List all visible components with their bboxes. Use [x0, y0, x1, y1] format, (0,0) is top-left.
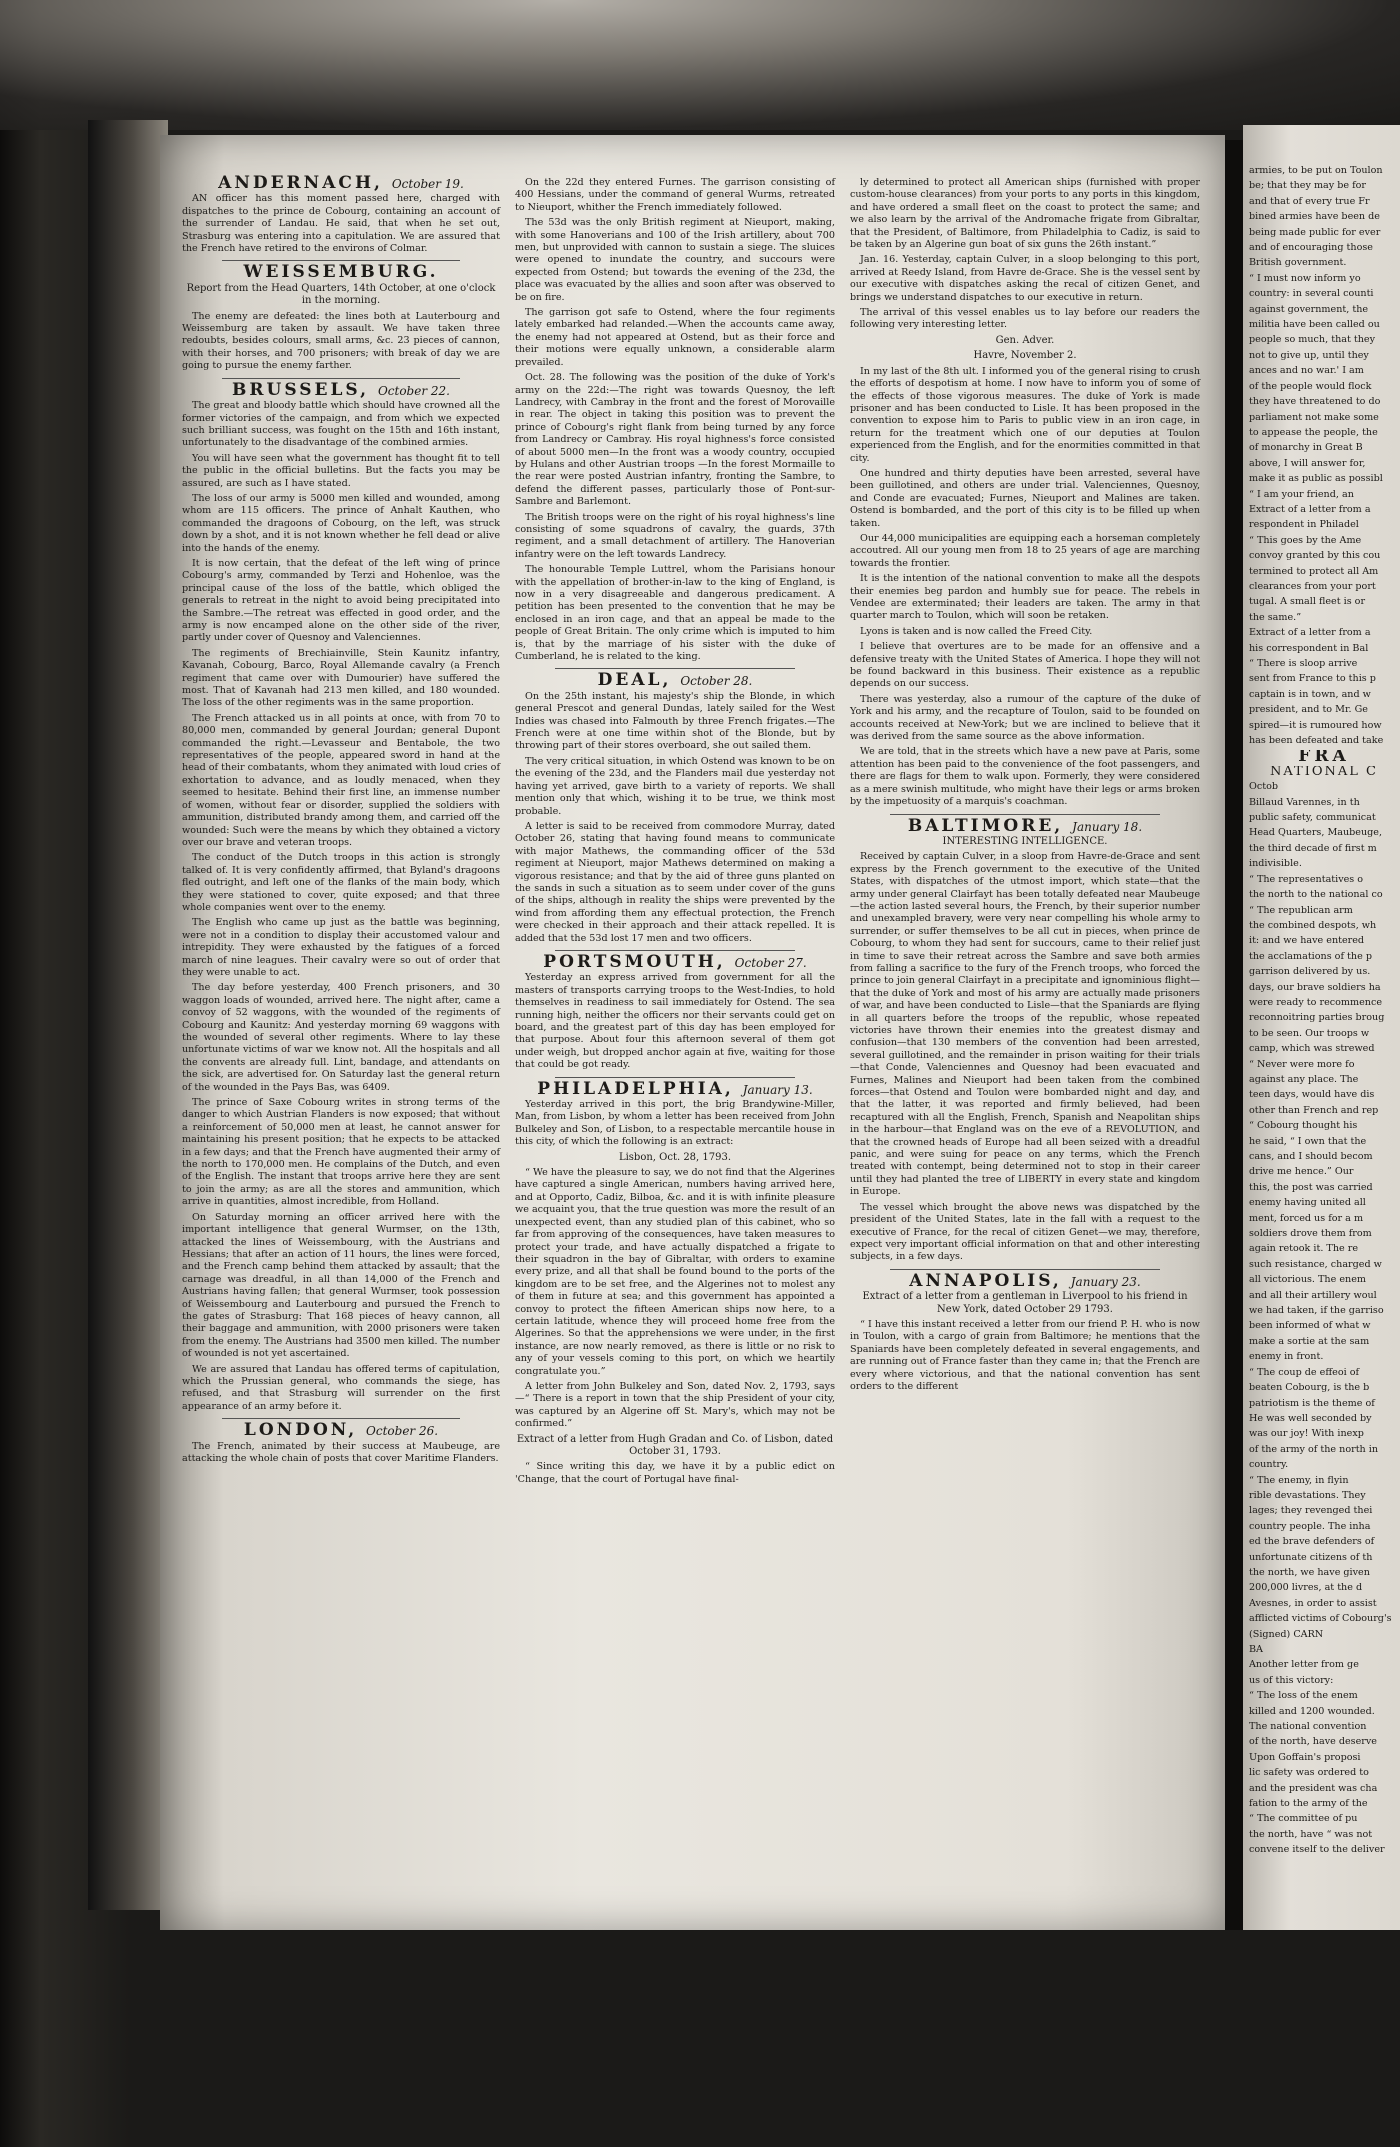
article-paragraph: The English who came up just as the battle was beginning, were not in a condition to display their accustomed valour and intrepidity. They were exhausted by the fatigues of a forced march of nine leagues. Their cavalry were so out of order that they were unable to act. — [182, 917, 500, 978]
text-line: all victorious. The enem — [1249, 1274, 1366, 1286]
text-line: indivisible. — [1249, 858, 1302, 870]
article-paragraph: On the 25th instant, his majesty's ship the Blonde, in which general Prescot and general Dundas, lately sailed for the West Indies was chased into Falmouth by three French frigates.—The French were at one time within shot of the Blonde, but by throwing part of their stores overboard, she out sailed them. — [515, 690, 835, 752]
text-line: other than French and rep — [1249, 1104, 1379, 1116]
text-line: “ Never were more fo — [1249, 1058, 1355, 1070]
subheading: Extract of a letter from Hugh Gradan and Co. of Lisbon, dated October 31, 1793. — [516, 1433, 834, 1457]
dateline-place: ANDERNACH, — [218, 173, 392, 193]
article-paragraph: “ I have this instant received a letter from our friend P. H. who is now in Toulon, with a cargo of grain from Baltimore; he mentions that the Spaniards have been completely defeated in several engagements, and are running out of France faster than they came in; that the French are every where victorious, and that the national convention has sent orders to the different — [850, 1318, 1200, 1392]
text-line: enemy having united all — [1249, 1197, 1366, 1209]
text-line: the north, have “ was not — [1249, 1828, 1373, 1840]
text-line: of monarchy in Great B — [1249, 442, 1363, 454]
dateline-date: January 18. — [1072, 819, 1143, 834]
article-paragraph: On the 22d they entered Furnes. The garrison consisting of 400 Hessians, under the command of general Wurms, retreated to Nieuport, whither the French immediately followed. — [515, 177, 835, 213]
text-line: “ The representatives o — [1249, 873, 1364, 885]
text-line: make it as public as possibl — [1249, 473, 1383, 485]
article-paragraph: It is the intention of the national convention to make all the despots their enemies beg pardon and humbly sue for peace. The rebels in Vendee are exterminated; their leaders are taken. The army in that quarter march to Toulon, which will soon be retaken. — [850, 573, 1200, 622]
article-paragraph: The loss of our army is 5000 men killed and wounded, among whom are 115 officers. The prince of Anhalt Kauthen, who commanded the dragoons of Cobourg, on the left, was struck down by a shot, and it is not known whether he fell dead or alive into the hands of the enemy. — [182, 492, 500, 554]
article-paragraph: A letter is said to be received from commodore Murray, dated October 26, stating that having found means to communicate with major Mathews, the commanding officer of the 53d regiment at Nieuport, major Mathews determined on making a vigorous resistance; and that by the aid of three guns planted on the sands in such a situation as to seem under cover of the guns of the ships, although in reality the ships were prevented by the wind from affording them any effectual protection, the French were checked in their approach and their attack repelled. It is added that the 53d lost 17 men and two officers. — [515, 820, 835, 944]
dateline-date: January 23. — [1070, 1274, 1141, 1289]
text-line: camp, which was strewed — [1249, 1043, 1375, 1055]
facing-page-column — [1249, 165, 1399, 1860]
text-line: 200,000 livres, at the d — [1249, 1582, 1363, 1594]
dateline-heading — [182, 262, 500, 283]
text-line: “ The loss of the enem — [1249, 1690, 1358, 1702]
dateline-date: October 28. — [680, 674, 753, 689]
dateline-place: DEAL, — [597, 670, 681, 691]
text-line: lages; they revenged thei — [1249, 1505, 1373, 1517]
text-line: the third decade of first m — [1249, 842, 1377, 854]
article-paragraph: The enemy are defeated: the lines both at Lauterbourg and Weissemburg are taken by assault. We have taken three redoubts, besides colours, small arms, &c. 23 pieces of cannon, with their horses, and 700 prisoners; with break of day we are going to pursue the enemy farther. — [182, 310, 500, 372]
heading-rule — [222, 260, 460, 261]
dateline-place: BALTIMORE, — [907, 815, 1073, 836]
text-line: the combined despots, wh — [1249, 919, 1377, 931]
text-line: afflicted victims of Cobourg's — [1249, 1613, 1392, 1625]
dateline-date: October 26. — [366, 1424, 439, 1439]
text-line: being made public for ever — [1249, 226, 1381, 238]
text-line: clearances from your port — [1249, 580, 1376, 592]
text-line: country. — [1249, 1459, 1289, 1471]
article-paragraph: The prince of Saxe Cobourg writes in strong terms of the danger to which Austrian Flanders is now exposed; that without a reinforcement of 50,000 men at least, he cannot answer for maintaining his present position; that he expects to be attacked in a few days; and that the French have augmented their army of the north to 170,000 men. He complains of the Dutch, and even of the English. The instant that troops arrive here they are sent to join the army; as are all the stores and ammunition, which arrive in quantities, almost incredible, from Holland. — [182, 1097, 500, 1208]
text-line: tugal. A small fleet is or — [1249, 596, 1366, 608]
text-line: were ready to recommence — [1249, 996, 1382, 1008]
article-paragraph: The regiments of Brechiainville, Stein Kaunitz infantry, Kavanah, Cobourg, Barco, Royal Allemande cavalry (a French regiment that came over with Dumourier) have suffered the most. That of Kavanah had 213 men killed, and 180 wounded. The loss of the other regiments was in the same proportion. — [182, 647, 500, 709]
text-line: country: in several counti — [1249, 288, 1374, 300]
text-line: Upon Goffain's proposi — [1249, 1751, 1361, 1763]
text-line: has been defeated and take — [1249, 735, 1384, 747]
article-paragraph: The garrison got safe to Ostend, where the four regiments lately embarked had relanded.—When the accounts came away, the enemy had not appeared at Ostend, but as their force and their motions were equally unknown, a considerable alarm prevailed. — [515, 307, 835, 368]
text-line: killed and 1200 wounded. — [1249, 1705, 1375, 1717]
column-3 — [850, 177, 1200, 1396]
text-line: “ Cobourg thought his — [1249, 1120, 1358, 1132]
article-paragraph: The arrival of this vessel enables us to lay before our readers the following very interesting letter. — [850, 307, 1200, 331]
dateline-heading — [515, 670, 835, 691]
text-line: respondent in Philadel — [1249, 519, 1359, 531]
article-paragraph: “ We have the pleasure to say, we do not find that the Algerines have captured a single American, numbers having arrived here, and at Opporto, Cadiz, Bilboa, &c. and it is with infinite pleasure we acquaint you, that the true question was more the result of an unexpected event, than any studied plan of this cabinet, who so far from approving of the consequences, have taken measures to protect your trade, and have actually dispatched a frigate to their squadron in the bay of Gibraltar, with orders to examine every prize, and all that shall be found bound to the ports of the kingdom are to be set free, and the Algerines not to molest any of them in future at sea; and this government has appointed a convoy to protect the fifteen American ships now here, to a certain latitude, whence they will proceed home free from the Algerines. So that the apprehensions we were under, in the first instance, are now nearly removed, as there is little or no risk to any of your vessels coming to this port, on which we heartily congratulate you.” — [515, 1167, 835, 1377]
text-line: above, I will answer for, — [1249, 457, 1366, 469]
heading-rule — [890, 1269, 1160, 1270]
text-line: ment, forced us for a m — [1249, 1212, 1364, 1224]
text-line: cans, and I should becom — [1249, 1151, 1373, 1162]
text-line: and of encouraging those — [1249, 242, 1373, 254]
text-line: again retook it. The re — [1249, 1243, 1359, 1255]
heading-rule — [555, 668, 795, 669]
text-line: convene itself to the deliver — [1249, 1844, 1385, 1856]
text-line: fation to the army of the — [1249, 1798, 1368, 1810]
text-line: Extract of a letter from a — [1249, 503, 1371, 515]
article-paragraph: The French attacked us in all points at once, with from 70 to 80,000 men, commanded by general Jourdan; general Dupont commanded the right.—Levasseur and Bentabole, the two representatives of the people, appeared sword in hand at the head of their combatants, whom they animated with loud cries of exhortation to advance, and as loudly menaced, when they seemed to hesitate. Behind their first line, an immense number of women, without fear or disorder, supplied the soldiers with ammunition, distributed brandy among them, and carried off the wounded: Such were the means by which they obtained a victory over our brave and veteran troops. — [182, 712, 500, 848]
article-paragraph: Jan. 16. Yesterday, captain Culver, in a sloop belonging to this port, arrived at Reedy Island, from Havre de-Grace. She is the vessel sent by our executive with dispatches asking the recal of citizen Genet, and brings we understand dispatches to our executive in return. — [850, 254, 1200, 303]
text-line: unfortunate citizens of th — [1249, 1551, 1373, 1563]
subheading: Extract of a letter from a gentleman in Liverpool to his friend in New York, dated October 29 1793. — [862, 1291, 1188, 1315]
dateline-heading — [515, 1078, 835, 1099]
text-line: BA — [1249, 1644, 1263, 1655]
text-line: of the north, have deserve — [1249, 1736, 1377, 1748]
text-line: sent from France to this p — [1249, 673, 1376, 685]
text-line: not to give up, until they — [1249, 349, 1369, 361]
text-line: and that of every true Fr — [1249, 195, 1370, 207]
article-paragraph: It is now certain, that the defeat of the left wing of prince Cobourg's army, commanded by Terzi and Hohenloe, was the principal cause of the loss of the battle, which obliged the generals to retreat in the night to avoid being precipitated into the Sambre.—The retreat was effected in good order, and the army is now encamped alone on the other side of the river, partly under cover of Quesnoy and Valenciennes. — [182, 557, 500, 644]
text-line: convoy granted by this cou — [1249, 550, 1381, 562]
column-1 — [182, 173, 500, 1468]
book-binding — [88, 120, 168, 1910]
article-paragraph: The day before yesterday, 400 French prisoners, and 30 waggon loads of wounded, arrived here. The night after, came a convoy of 52 waggons, with the wounded of the regiments of Cobourg and Kaunitz: And yesterday morning 69 waggons with the wounded of several other regiments. Where to lay these unfortunate victims of war we know not. All the hospitals and all the convents are already full. Lint, bandage, and attendants on the sick, are advertised for. On Saturday last the general return of the wounded in the Pays Bas, was 6409. — [182, 982, 500, 1093]
text-line: (Signed) CARN — [1249, 1628, 1324, 1640]
text-line: Avesnes, in order to assist — [1249, 1597, 1377, 1609]
subheading: Havre, November 2. — [973, 350, 1077, 362]
article-paragraph: The very critical situation, in which Ostend was known to be on the evening of the 23d, and the Flanders mail due yesterday not having yet arrived, gave birth to a variety of reports. We shall mention only that which, wishing it to be true, we think most probable. — [515, 755, 836, 817]
article-paragraph: The great and bloody battle which should have crowned all the former victories of the campaign, and from which we expected such brilliant success, was fought on the 15th and 16th instant, unfortunately to the disadvantage of the combined armies. — [182, 400, 500, 449]
text-line: termined to protect all Am — [1249, 565, 1379, 577]
text-line: militia have been called ou — [1249, 319, 1380, 331]
page-gutter — [1225, 140, 1243, 1930]
dateline-place: BRUSSELS, — [232, 379, 378, 400]
text-line: “ This goes by the Ame — [1249, 534, 1362, 546]
text-line: and the president was cha — [1249, 1782, 1378, 1794]
article-paragraph: “ Since writing this day, we have it by a public edict on 'Change, that the court of Portugal have final- — [515, 1461, 835, 1485]
dateline-place: WEISSEMBURG. — [243, 262, 439, 283]
text-line: reconnoitring parties broug — [1249, 1012, 1385, 1024]
dateline-date: October 27. — [734, 955, 807, 970]
article-paragraph: We are told, that in the streets which have a new pave at Paris, some attention has been paid to the convenience of the foot passengers, and there are flags for them to walk upon. Formerly, they were considered as a mere swinish multitude, who might have their legs or arms broken by the impetuosity of a marquis's coachman. — [850, 746, 1200, 808]
text-line: against government, the — [1249, 303, 1369, 315]
text-line: Octob — [1249, 781, 1279, 793]
text-line: such resistance, charged w — [1249, 1258, 1382, 1270]
dateline-place: PHILADELPHIA, — [537, 1078, 743, 1099]
section-heading: FRA — [1298, 750, 1350, 763]
article-paragraph: We are assured that Landau has offered terms of capitulation, which the Prussian general, who commands the siege, has refused, and that Strasburg will surrender on the first appearance of an army before it. — [182, 1363, 500, 1412]
text-line: rible devastations. They — [1249, 1489, 1366, 1501]
dateline-date: January 13. — [742, 1082, 813, 1097]
text-line: “ The committee of pu — [1249, 1813, 1358, 1825]
text-line: against any place. The — [1249, 1073, 1359, 1085]
subheading: INTERESTING INTELLIGENCE. — [942, 835, 1108, 847]
text-line: garrison delivered by us. — [1249, 966, 1371, 978]
dateline-place: LONDON, — [243, 1420, 367, 1441]
dateline-heading — [182, 379, 500, 400]
article-paragraph: You will have seen what the government has thought fit to tell the public in the official bulletins. But the facts you may be assured, are such as I have stated. — [182, 452, 500, 489]
subheading: Gen. Adver. — [995, 334, 1055, 346]
article-paragraph: Yesterday arrived in this port, the brig Brandywine-Miller, Man, from Lisbon, by whom a letter has been received from John Bulkeley and Son, of Lisbon, to a respectable mercantile house in this city, of which the following is an extract: — [515, 1099, 835, 1148]
text-line: it: and we have entered — [1249, 935, 1365, 947]
heading-rule — [222, 1418, 460, 1419]
newspaper-page — [160, 135, 1225, 1930]
text-line: soldiers drove them from — [1249, 1228, 1372, 1240]
text-line: beaten Cobourg, is the b — [1249, 1382, 1370, 1394]
text-line: people so much, that they — [1249, 334, 1375, 346]
dateline-place: ANNAPOLIS, — [909, 1270, 1071, 1291]
article-paragraph: In my last of the 8th ult. I informed you of the general rising to crush the efforts of despotism at home. I now have to inform you of some of the effects of those vigorous measures. The duke of York is made prisoner and has been conducted to Lisle. It has been proposed in the convention to expose him to Paris to public view in an iron cage, in return for the treatment which one of our deputies at Toulon experienced from the English, and for the enormities committed in that city. — [850, 365, 1200, 464]
text-line: we had taken, if the garriso — [1249, 1305, 1384, 1317]
text-line: captain is in town, and w — [1249, 688, 1371, 700]
text-line: us of this victory: — [1249, 1674, 1334, 1686]
text-line: of the people would flock — [1249, 380, 1372, 392]
text-line: make a sortie at the sam — [1249, 1335, 1370, 1347]
text-line: be; that they may be for — [1249, 180, 1367, 192]
facing-page — [1243, 125, 1400, 1930]
text-line: and all their artillery woul — [1249, 1289, 1377, 1301]
text-line: his correspondent in Bal — [1249, 642, 1369, 654]
article-paragraph: There was yesterday, also a rumour of the capture of the duke of York and his army, and the recapture of Toulon, said to be founded on accounts received at New-York; but we are inclined to believe that it was derived from the same source as the above information. — [850, 693, 1200, 743]
heading-rule — [222, 378, 460, 379]
text-line: Head Quarters, Maubeuge, — [1249, 827, 1383, 839]
article-paragraph: I believe that overtures are to be made for an offensive and a defensive treaty with the United States of America. I hope they will not be found backward in this business. Their existence as a republic depends on our success. — [850, 641, 1200, 690]
subheading: Lisbon, Oct. 28, 1793. — [618, 1151, 732, 1163]
column-2 — [515, 177, 835, 1489]
text-line: British government. — [1249, 257, 1347, 269]
article-paragraph: Received by captain Culver, in a sloop from Havre-de-Grace and sent express by the French government to the executive of the United States, with dispatches of the utmost import, which state—that the army under general Clairfayt has been totally defeated near Maubeuge—the action lasted several hours, the French, by their superior number and unexampled bravery, were very near compelling his whole army to surrender, or suffer themselves to be all cut in pieces, when prince de Cobourg, to whom they had sent for succours, came to their relief just in time to save their retreat across the Sambre and save both armies from falling a sacrifice to the fury of the French troops, who forced the prince to join general Clairfayt in a precipitate and ignominious flight—that the duke of York and most of his army are actually made prisoners of war, and have been conducted to Lisle—that the Spaniards are flying in all quarters before the troops of the republic, whose repeated victories have thrown their enemies into the greatest dismay and confusion—that 130 members of the convention had been arrested, several guillotined, and the remainder in prison waiting for their trials—that Conde, Valenciennes and Quesnoy had been evacuated and Furnes, Malines and Nieuport had been taken from the combined forces—that Ostend and Toulon were bombarded night and day, and that the latter, it was reported and firmly believed, had been recaptured with all the English, French, Spanish and Neapolitan ships in the harbour—that England was on the eve of a REVOLUTION, and that the crowned heads of Europe had all been seized with a dreadful panic, and were suing for peace on any terms, which the French treated with contempt, being determined not to stop in their career until they had planted the tree of LIBERTY in every state and kingdom in Europe. — [850, 851, 1200, 1198]
heading-rule — [555, 1077, 795, 1078]
subheading: Report from the Head Quarters, 14th October, at one o'clock in the morning. — [186, 282, 496, 307]
text-line: this, the post was carried — [1249, 1181, 1373, 1193]
text-line: bined armies have been de — [1249, 211, 1380, 223]
text-line: “ The coup de effeoi of — [1249, 1366, 1360, 1378]
text-line: they have threatened to do — [1249, 396, 1381, 408]
text-line: spired—it is rumoured how — [1249, 719, 1382, 731]
text-line: The national convention — [1249, 1721, 1367, 1733]
text-line: “ The republican arm — [1249, 904, 1353, 916]
article-paragraph: The French, animated by their success at Maubeuge, are attacking the whole chain of posts that cover Maritime Flanders. — [182, 1440, 500, 1464]
text-line: Extract of a letter from a — [1249, 627, 1371, 639]
dateline-place: PORTSMOUTH, — [543, 951, 735, 972]
text-line: enemy in front. — [1249, 1351, 1324, 1363]
text-line: He was well seconded by — [1249, 1412, 1372, 1424]
dateline-heading — [182, 173, 500, 193]
text-line: was our joy! With inexp — [1249, 1428, 1364, 1440]
article-paragraph: The honourable Temple Luttrel, whom the Parisians honour with the appellation of brother-in-law to the king of England, is now in a very disagreeable and dangerous predicament. A petition has been presented to the convention that he may be enclosed in an iron cage, and that an appeal be made to the people of Great Britain. The only crime which is imputed to him is, that by the marriage of his sister with the duke of Cumberland, he is related to the king. — [515, 564, 835, 663]
text-line: the same.” — [1249, 611, 1302, 623]
dateline-heading — [850, 815, 1200, 836]
text-line: armies, to be put on Toulon — [1249, 165, 1383, 176]
text-line: Billaud Varennes, in th — [1249, 796, 1360, 808]
article-paragraph: One hundred and thirty deputies have been arrested, several have been guillotined, and others are under trial. Valenciennes, Quesnoy, and Conde are evacuated; Furnes, Nieuport and Malines are taken. Ostend is bombarded, and the port of this city is to be filled up when taken. — [850, 467, 1200, 529]
text-line: drive me hence.” Our — [1249, 1166, 1354, 1178]
text-line: the north, we have given — [1249, 1566, 1370, 1578]
text-line: lic safety was ordered to — [1249, 1767, 1369, 1779]
text-line: to be seen. Our troops w — [1249, 1027, 1370, 1039]
text-line: days, our brave soldiers ha — [1249, 981, 1381, 993]
article-paragraph: Oct. 28. The following was the position of the duke of York's army on the 22d:—The right was towards Quesnoy, the left Landrecy, with Cambray in the front and the forest of Morovaille in rear. The object in taking this position was to prevent the prince of Cobourg's right flank from being turned by any force from Landrecy or Cambray. His royal highness's force consisted of about 5000 men—In the front was a woody country, occupied by Hulans and other Austrian troops —In the forest Mormaille to the rear were posted Austrian infantry, fronting the Sambre, to defend the different passes, particularly those of Pont-sur-Sambre and Barlemont. — [515, 372, 835, 508]
article-paragraph: The British troops were on the right of his royal highness's line consisting of some squadrons of cavalry, the guards, 37th regiment, and a small detachment of artillery. The Hanoverian infantry were on the left towards Landrecy. — [515, 511, 835, 560]
text-line: country people. The inha — [1249, 1520, 1371, 1532]
subheading: NATIONAL C — [1270, 765, 1378, 779]
text-line: he said, “ I own that the — [1249, 1135, 1367, 1147]
text-line: ed the brave defenders of — [1249, 1536, 1375, 1548]
text-line: been informed of what w — [1249, 1320, 1371, 1332]
heading-rule — [890, 814, 1160, 815]
text-line: of the army of the north in — [1249, 1443, 1379, 1455]
article-paragraph: The vessel which brought the above news was dispatched by the president of the United States, late in the fall with a request to the executive of France, for the recal of citizen Genet—we may, therefore, expect very important official information on that and other interesting subjects, in a few days. — [850, 1201, 1200, 1263]
article-paragraph: Yesterday an express arrived from government for all the masters of transports carrying troops to the West-Indies, to hold themselves in readiness to sail immediately for Ostend. The sea running high, neither the officers nor their servants could get on board, and the greatest part of this day has been employed for that purpose. About four this afternoon several of them got under weigh, but dropped anchor again at five, waiting for those that could be got ready. — [515, 972, 835, 1071]
article-paragraph: On Saturday morning an officer arrived here with the important intelligence that general Wurmser, on the 13th, attacked the lines of Weissembourg, with the Austrians and Hessians; that after an action of 11 hours, the lines were forced, and the French camp behind them attacked by assault; that the carnage was dreadful, in all than 14,000 of the French and Austrians having fallen; that general Wurmser, took possession of Weissembourg and Lauterbourg and pursued the French to the gates of Strasburg: That 168 pieces of heavy cannon, all their baggage and ammunition, with 2000 prisoners were taken from the enemy. The Austrians had 3500 men killed. The number of wounded is not yet ascertained. — [182, 1211, 500, 1360]
article-paragraph: Our 44,000 municipalities are equipping each a horseman completely accoutred. All our young men from 18 to 25 years of age are marching towards the frontier. — [850, 532, 1200, 569]
text-line: “ There is sloop arrive — [1249, 658, 1358, 669]
text-line: the acclamations of the p — [1249, 950, 1372, 962]
text-line: “ The enemy, in flyin — [1249, 1474, 1349, 1486]
text-line: “ I must now inform yo — [1249, 272, 1361, 284]
text-line: parliament not make some — [1249, 411, 1379, 423]
article-paragraph: The conduct of the Dutch troops in this action is strongly talked of. It is very confidently affirmed, that Byland's dragoons fled outright, and left one of the flanks of the main body, which they were stationed to cover, quite exposed; and that three whole companies went over to the enemy. — [182, 852, 500, 913]
dateline-heading — [515, 951, 835, 972]
heading-rule — [555, 950, 795, 951]
text-line: public safety, communicat — [1249, 812, 1376, 824]
text-line: teen days, would have dis — [1249, 1089, 1375, 1101]
dateline-heading — [850, 1270, 1200, 1291]
article-paragraph: AN officer has this moment passed here, charged with dispatches to the prince de Cobourg, containing an account of the surrender of Landau. He said, that when he set out, Strasburg was entering into a capitulation. We are assured that the French have retired to the environs of Colmar. — [182, 193, 500, 255]
text-line: patriotism is the theme of — [1249, 1397, 1375, 1409]
page-shadow — [0, 0, 1400, 130]
text-line: the north to the national co — [1249, 889, 1383, 901]
text-line: Another letter from ge — [1249, 1659, 1359, 1671]
article-paragraph: Lyons is taken and is now called the Freed City. — [860, 625, 1093, 637]
text-line: president, and to Mr. Ge — [1249, 704, 1368, 716]
text-line: “ I am your friend, an — [1249, 488, 1354, 500]
text-line: to appease the people, the — [1249, 426, 1378, 438]
dateline-date: October 19. — [391, 177, 464, 191]
text-line: ances and no war.' I am — [1249, 365, 1364, 377]
dateline-heading — [182, 1420, 500, 1441]
article-paragraph: The 53d was the only British regiment at Nieuport, making, with some Hanoverians and 100 of the Irish artillery, about 700 men, but unprovided with cannon to sustain a siege. The sluices were opened to inundate the country, and succours were expected from Ostend; but towards the evening of the 23d, the place was evacuated by the allies and soon after was observed to be on fire. — [515, 217, 835, 303]
article-paragraph: ly determined to protect all American ships (furnished with proper custom-house clearances) from your ports to any ports in this kingdom, and have ordered a small fleet on the coast to protect the same; and we also learn by the arrival of the Andromache frigate from Gibraltar, that the President, of Baltimore, from Philadelphia to Cadiz, is said to be taken by an Algerine gun boat of six guns the 26th instant.” — [850, 177, 1200, 251]
article-paragraph: A letter from John Bulkeley and Son, dated Nov. 2, 1793, says—“ There is a report in town that the ship President of your city, was captured by an Algerine off St. Mary's, which may not be confirmed.” — [515, 1380, 835, 1430]
dateline-date: October 22. — [377, 383, 450, 398]
